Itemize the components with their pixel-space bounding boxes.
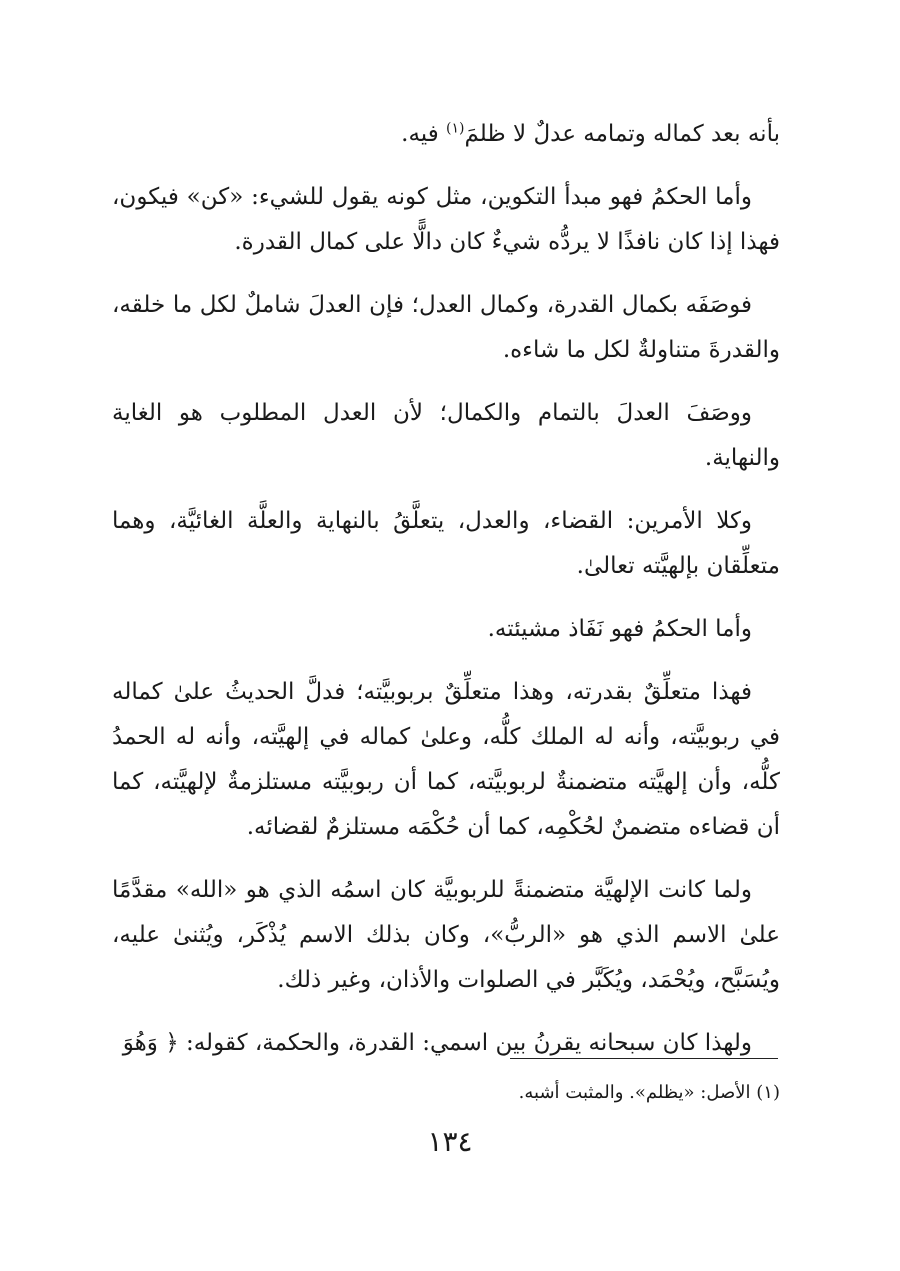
paragraph-9: ولهذا كان سبحانه يقرنُ بين اسمي: القدرة، والحكمة، كقوله: ﴿ وَهُوَ (122, 1030, 752, 1056)
footnote: (١) الأصل: «يظلم». والمثبت أشبه. (518, 1082, 780, 1103)
paragraph-6: وأما الحكمُ فهو نَفَاذ مشيئته. (487, 616, 752, 642)
main-text (112, 112, 780, 1084)
paragraph-7: فهذا متعلِّقٌ بقدرته، وهذا متعلِّقٌ بربوبيَّته؛ فدلَّ الحديثُ علىٰ كماله في ربوبيَّته، وأنه له الملك كلُّه، وعلىٰ كماله في إلهيَّته، وأنه له الحمدُ كلُّه، وأن إلهيَّته متضمنةٌ لربوبيَّته، كما أن ربوبيَّته مستلزمةٌ لإلهيَّته، كما أن قضاءه متضمنٌ لحُكْمِه، كما أن حُكْمَه مستلزمٌ لقضائه. (112, 679, 780, 840)
footnote-divider (510, 1058, 778, 1059)
paragraph-1-text-b: فيه. (401, 121, 447, 147)
paragraph-2: وأما الحكمُ فهو مبدأ التكوين، مثل كونه يقول للشيء: «كن» فيكون، فهذا إذا كان نافذًا لا يردُّه شيءٌ كان دالًّا على كمال القدرة. (112, 184, 780, 255)
paragraph-1 (112, 112, 780, 157)
footnote-reference-marker: (١) (446, 120, 465, 137)
paragraph-4: ووصَفَ العدلَ بالتمام والكمال؛ لأن العدل المطلوب هو الغاية والنهاية. (112, 400, 780, 471)
paragraph-1-text-a: بأنه بعد كماله وتمامه عدلٌ لا ظلمَ (464, 121, 780, 147)
page-number: ١٣٤ (427, 1125, 473, 1158)
paragraph-8: ولما كانت الإلهيَّة متضمنةً للربوبيَّة كان اسمُه الذي هو «الله» مقدَّمًا علىٰ الاسم الذي هو «الربُّ»، وكان بذلك الاسم يُذْكَر، ويُثنىٰ عليه، ويُسَبَّح، ويُحْمَد، ويُكَبَّر في الصلوات والأذان، وغير ذلك. (112, 877, 780, 993)
paragraph-3: فوصَفَه بكمال القدرة، وكمال العدل؛ فإن العدلَ شاملٌ لكل ما خلقه، والقدرةَ متناولةٌ لكل ما شاءه. (112, 292, 780, 363)
paragraph-5: وكلا الأمرين: القضاء، والعدل، يتعلَّقُ بالنهاية والعلَّة الغائيَّة، وهما متعلِّقان بإلهيَّته تعالىٰ. (112, 508, 780, 579)
